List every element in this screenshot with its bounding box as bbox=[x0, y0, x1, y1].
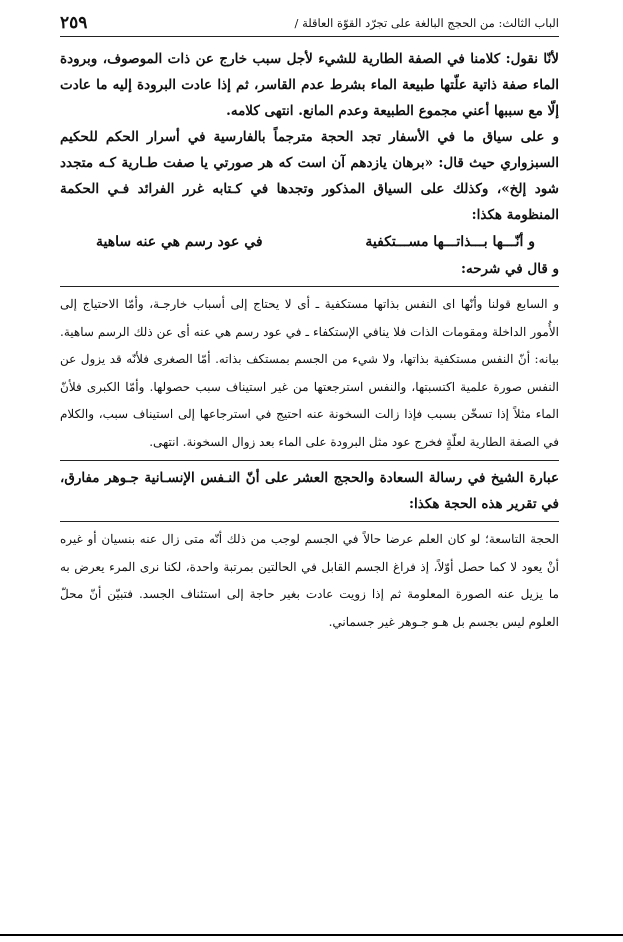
verse-second-hemistich: في عود رسم هي عنه ساهية bbox=[96, 234, 263, 250]
poem-verse bbox=[60, 228, 559, 256]
paragraph-3: و قال في شرحه: bbox=[460, 261, 559, 277]
page-bottom-edge bbox=[0, 934, 623, 936]
paragraph-2: و على سياق ما في الأسفار تجد الحجة مترجماً بالفارسية في أسرار الحكم للحكيم السبزواري حيث قال: «برهان يازدهم آن است كه هر صورتي يا صفت طـارية كـه متجدد شود إلخ»، وكذلك على السياق المذكور وتجدها في كـتابه غرر الفرائد فـي الحكمة المنظومة هكذا: bbox=[60, 129, 559, 223]
page-number: ٢٥٩ bbox=[60, 13, 88, 33]
quote-rule-top bbox=[60, 286, 559, 287]
paragraph-1: لأنّا نقول: كلامنا في الصفة الطارية للشيء لأجل سبب خارج عن ذات الموصوف، وبرودة الماء صفة ذاتية علّتها طبيعة الماء بشرط عدم القاسر، ثم إذا عادت البرودة إليه ما عادت إلّا مع سببها أعني مجموع الطبيعة وعدم المانع. انتهى كلامه. bbox=[60, 51, 559, 119]
quote-rule-bottom bbox=[60, 460, 559, 461]
page-content bbox=[60, 46, 559, 636]
running-title: الباب الثالث: من الحجج البالغة على تجرّد القوّة العاقلة / bbox=[294, 16, 559, 30]
quote2-rule-top bbox=[60, 521, 559, 522]
quote-2: الحجة التاسعة؛ لو كان العلم عرضا حالاً في الجسم لوجب من ذلك أنّه متى زال عنه بنسيان أو غيره أنْ يعود لا كما حصل أوّلاً، إذ فراغ الجسم القابل في الحالتين بمرتبة واحدة، لكنا نرى المرء يعرض به ما يزيل عنه الصورة المعلومة ثم إذا زويت عادت بغير حاجة إلى استئناف الجسد. فتبيّن أنّ محلّ العلوم ليس بجسم بل هـو جـوهر غير جسماني. bbox=[60, 532, 559, 629]
verse-first-hemistich: و أنّـــها بـــذاتـــها مســـتكفية bbox=[365, 234, 535, 250]
paragraph-4: عبارة الشيخ في رسالة السعادة والحجج العشر على أنّ النـفس الإنسـانية جـوهر مفارق، في تقرير هذه الحجة هكذا: bbox=[60, 470, 559, 512]
running-header bbox=[60, 12, 559, 34]
quote-1: و السابع قولنا وأنّها اى النفس بذاتها مستكفية ـ أى لا يحتاج إلى أسباب خارجـة، وأمّا الاحتياج إلى الأُمور الداخلة ومقومات الذات فلا ينافي الإستكفاء ـ في عود رسم هي عنه أى عن ذلك الرسم ساهية. بيانه: أنّ النفس مستكفية بذاتها، ولا شيء من الجسم بمستكف بذاته. أمّا الصغرى فلأنّه قد يزول عن النفس صورة علمية اكتسبتها، والنفس استرجعتها من غير استيناف سبب حصولها. وأمّا الكبرى فلأنّ الماء مثلاً إذا تسخّن بسبب فإذا زالت السخونة عنه احتيج في استرجاعها إلى استيناف سبب، والكلام في الصفة الطارية لعلّةٍ فخرج عود مثل البرودة على الماء بعد زوال السخونة. انتهى. bbox=[60, 297, 559, 449]
header-rule bbox=[60, 36, 559, 37]
